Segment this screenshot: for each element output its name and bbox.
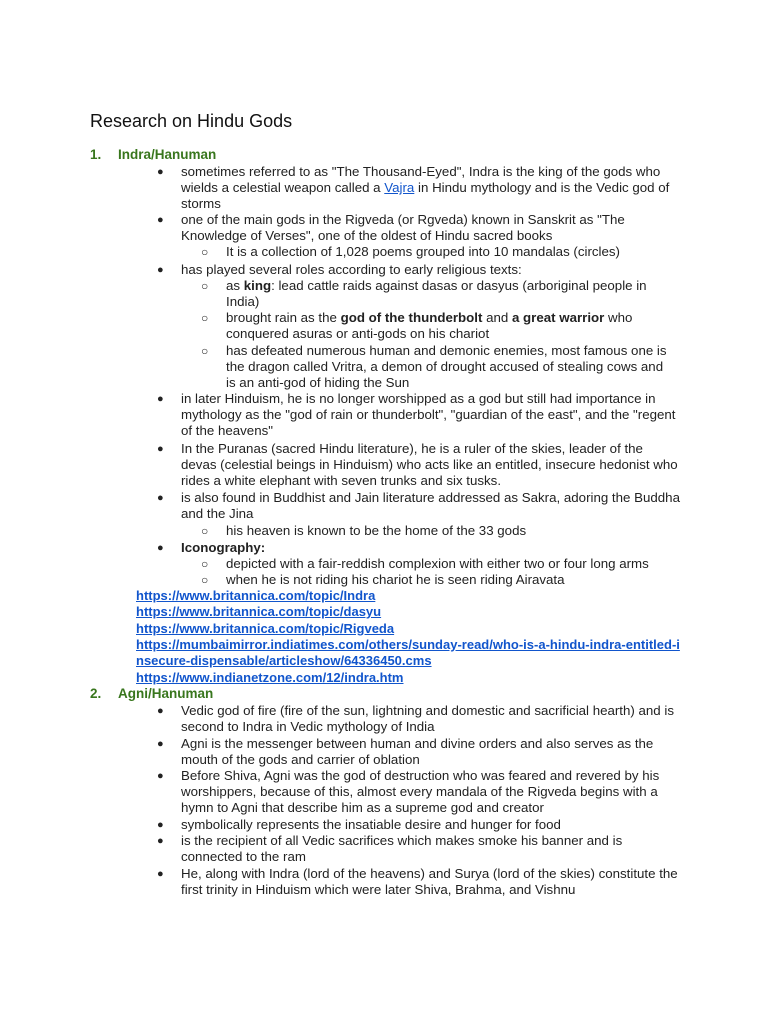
bullet-icon: ● — [157, 492, 164, 504]
iconography-heading: Iconography: — [181, 540, 266, 555]
sub-list-item: depicted with a fair-reddish complexion with either two or four long arms — [226, 556, 649, 571]
section-heading-indra — [90, 147, 216, 163]
text: who conquered asuras or anti-gods on his chariot — [226, 310, 633, 341]
bullet-icon: ● — [157, 738, 164, 750]
sub-bullet-icon: ○ — [201, 573, 209, 587]
text: brought rain as the — [226, 310, 341, 325]
list-item: He, along with Indra (lord of the heavens) and Surya (lord of the skies) constitute the first trinity in Hinduism which were later Shiva, Brahma, and Vishnu — [181, 866, 678, 897]
bullet-icon: ● — [157, 835, 164, 847]
bullet-icon: ● — [157, 264, 164, 276]
sub-list-item — [226, 278, 676, 310]
bold-text: god of the thunderbolt — [340, 310, 483, 325]
vajra-link[interactable]: Vajra — [384, 180, 415, 195]
list-item: one of the main gods in the Rigveda (or Rgveda) known in Sanskrit as "The Knowledge of Verses", one of the oldest of Hindu sacred books — [181, 212, 625, 243]
list-item: has played several roles according to early religious texts: — [181, 262, 522, 277]
section-title: Agni/Hanuman — [118, 686, 214, 701]
list-item — [181, 164, 681, 212]
section-title: Indra/Hanuman — [118, 147, 217, 162]
section-number: 2. — [90, 686, 102, 701]
list-item: Vedic god of fire (fire of the sun, lightning and domestic and sacrificial hearth) and is second to Indra in Vedic mythology of India — [181, 703, 674, 734]
bullet-icon: ● — [157, 393, 164, 405]
sub-bullet-icon: ○ — [201, 311, 209, 325]
list-item: in later Hinduism, he is no longer worshipped as a god but still had importance in mythology as the "god of rain or thunderbolt", "guardian of the east", and the "regent of the heavens" — [181, 391, 676, 438]
sub-list-item: It is a collection of 1,028 poems grouped into 10 mandalas (circles) — [226, 244, 620, 259]
text: : lead cattle raids against dasas or dasyus (arboriginal people in India) — [226, 278, 647, 309]
sub-bullet-icon: ○ — [201, 245, 209, 259]
bullet-icon: ● — [157, 868, 164, 880]
sub-list-item: has defeated numerous human and demonic enemies, most famous one is the dragon called Vritra, a demon of drought accused of stealing cows and is an anti-god of hiding the Sun — [226, 343, 667, 390]
sub-bullet-icon: ○ — [201, 344, 209, 358]
source-link[interactable]: https://www.indianetzone.com/12/indra.htm — [136, 670, 404, 685]
text: as — [226, 278, 244, 293]
sub-bullet-icon: ○ — [201, 524, 209, 538]
sub-bullet-icon: ○ — [201, 279, 209, 293]
source-link[interactable]: https://www.britannica.com/topic/Rigveda — [136, 621, 395, 636]
source-link[interactable]: https://www.britannica.com/topic/Indra — [136, 588, 376, 603]
list-item: In the Puranas (sacred Hindu literature), he is a ruler of the skies, leader of the devas (celestial beings in Hinduism) who acts like an entitled, insecure hedonist who rides a white elephant with seven trunks and six tusks. — [181, 441, 678, 488]
bold-text: a great warrior — [511, 310, 605, 325]
source-link[interactable]: https://mumbaimirror.indiatimes.com/others/sunday-read/who-is-a-hindu-indra-entitled-insecure-dispensable/articleshow/64336450.cms — [136, 637, 680, 668]
list-item: is also found in Buddhist and Jain literature addressed as Sakra, adoring the Buddha and the Jina — [181, 490, 680, 521]
bullet-icon: ● — [157, 542, 164, 554]
source-link[interactable]: https://www.britannica.com/topic/dasyu — [136, 604, 382, 619]
bullet-icon: ● — [157, 819, 164, 831]
text: and — [482, 310, 512, 325]
bullet-icon: ● — [157, 166, 164, 178]
sub-list-item: his heaven is known to be the home of the 33 gods — [226, 523, 527, 538]
text: in Hindu mythology and is the Vedic god of storms — [181, 180, 670, 211]
bullet-icon: ● — [157, 214, 164, 226]
list-item: is the recipient of all Vedic sacrifices which makes smoke his banner and is connected to the ram — [181, 833, 623, 864]
sub-bullet-icon: ○ — [201, 557, 209, 571]
sub-list-item — [226, 310, 676, 342]
text: sometimes referred to as "The Thousand-Eyed", Indra is the king of the gods who wields a celestial weapon called a — [181, 164, 661, 195]
document-title: Research on Hindu Gods — [90, 111, 293, 131]
bullet-icon: ● — [157, 705, 164, 717]
list-item: symbolically represents the insatiable desire and hunger for food — [181, 817, 561, 832]
bullet-icon: ● — [157, 443, 164, 455]
bold-text: king — [243, 278, 272, 293]
list-item: Before Shiva, Agni was the god of destruction who was feared and revered by his worshippers, because of this, almost every mandala of the Rigveda begins with a hymn to Agni that describe him as a supreme god and creator — [181, 768, 660, 815]
bullet-icon: ● — [157, 770, 164, 782]
section-heading-agni — [90, 686, 213, 702]
sub-list-item: when he is not riding his chariot he is seen riding Airavata — [226, 572, 565, 587]
section-number: 1. — [90, 147, 102, 162]
list-item: Agni is the messenger between human and divine orders and also serves as the mouth of the gods and carrier of oblation — [181, 736, 654, 767]
